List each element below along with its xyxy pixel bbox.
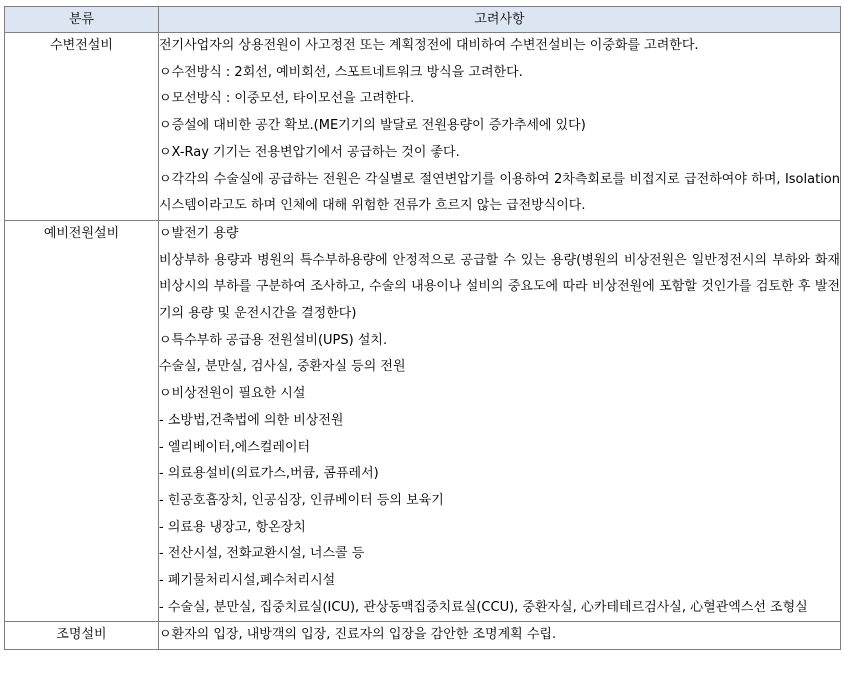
text-line: ㅇ발전기 용량 — [159, 225, 239, 241]
text-line: - 수술실, 분만실, 집중치료실(ICU), 관상동맥집중치료실(CCU), 중환자실, 心카테테르검사실, 心혈관엑스선 조형실 — [159, 599, 808, 615]
category-cell: 조명설비 — [5, 622, 159, 650]
table-row — [5, 220, 841, 622]
text-line: ㅇX-Ray 기기는 전용변압기에서 공급하는 것이 좋다. — [159, 144, 460, 160]
text-line: - 폐기물처리시설,폐수처리시설 — [159, 573, 336, 589]
text-line: - 소방법,건축법에 의한 비상전원 — [159, 412, 344, 428]
category-cell: 수변전설비 — [5, 33, 159, 221]
table-row — [5, 622, 841, 650]
considerations-cell — [159, 220, 841, 622]
text-line: 전기사업자의 상용전원이 사고정전 또는 계획정전에 대비하여 수변전설비는 이중화를 고려한다. — [159, 38, 699, 53]
text-line: - 엘리베이터,에스컬레이터 — [159, 439, 311, 455]
category-cell: 예비전원설비 — [5, 220, 159, 622]
text-line: ㅇ각각의 수술실에 공급하는 전원은 각실별로 절연변압기를 이용하여 2차측회로를 비접지로 급전하여야 하며, Isolation시스템이라고도 하며 인체에 대해 위험한 전류가 흐르지 않는 급전방식이다. — [159, 171, 840, 214]
text-line: - 의료용설비(의료가스,버큠, 콤퓨레서) — [159, 466, 379, 482]
text-line: - 의료용 냉장고, 항온장치 — [159, 519, 306, 535]
text-line: ㅇ특수부하 공급용 전원설비(UPS) 설치. — [159, 332, 388, 348]
text-line: ㅇ증설에 대비한 공간 확보.(ME기기의 발달로 전원용량이 증가추세에 있다) — [159, 118, 586, 134]
considerations-cell — [159, 622, 841, 650]
text-line: ㅇ비상전원이 필요한 시설 — [159, 386, 306, 402]
text-line: - 전산시설, 전화교환시설, 너스콜 등 — [159, 546, 365, 562]
text-line: ㅇ모선방식 : 이중모선, 타이모선을 고려한다. — [159, 91, 415, 107]
considerations-table — [4, 6, 841, 650]
text-line: 수술실, 분만실, 검사실, 중환자실 등의 전원 — [159, 359, 406, 375]
table-row — [5, 33, 841, 221]
text-line: 비상부하 용량과 병원의 특수부하용량에 안정적으로 공급할 수 있는 용량(병원의 비상전원은 일반정전시의 부하와 화재비상시의 부하를 구분하여 조사하고, 수술의 내용이나 설비의 중요도에 따라 비상전원에 포함할 것인가를 검토한 후 발전기의 용량 및 운전시간을 결정한다) — [159, 252, 840, 322]
header-category: 분류 — [5, 7, 159, 33]
considerations-cell — [159, 33, 841, 221]
table-header-row — [5, 7, 841, 33]
header-considerations: 고려사항 — [159, 7, 841, 33]
text-line: - 힌공호흡장치, 인공심장, 인큐베이터 등의 보육기 — [159, 492, 444, 508]
text-line: ㅇ환자의 입장, 내방객의 입장, 진료자의 입장을 감안한 조명계획 수립. — [159, 627, 557, 643]
text-line: ㅇ수전방식 : 2회선, 예비회선, 스포트네트워크 방식을 고려한다. — [159, 64, 523, 80]
